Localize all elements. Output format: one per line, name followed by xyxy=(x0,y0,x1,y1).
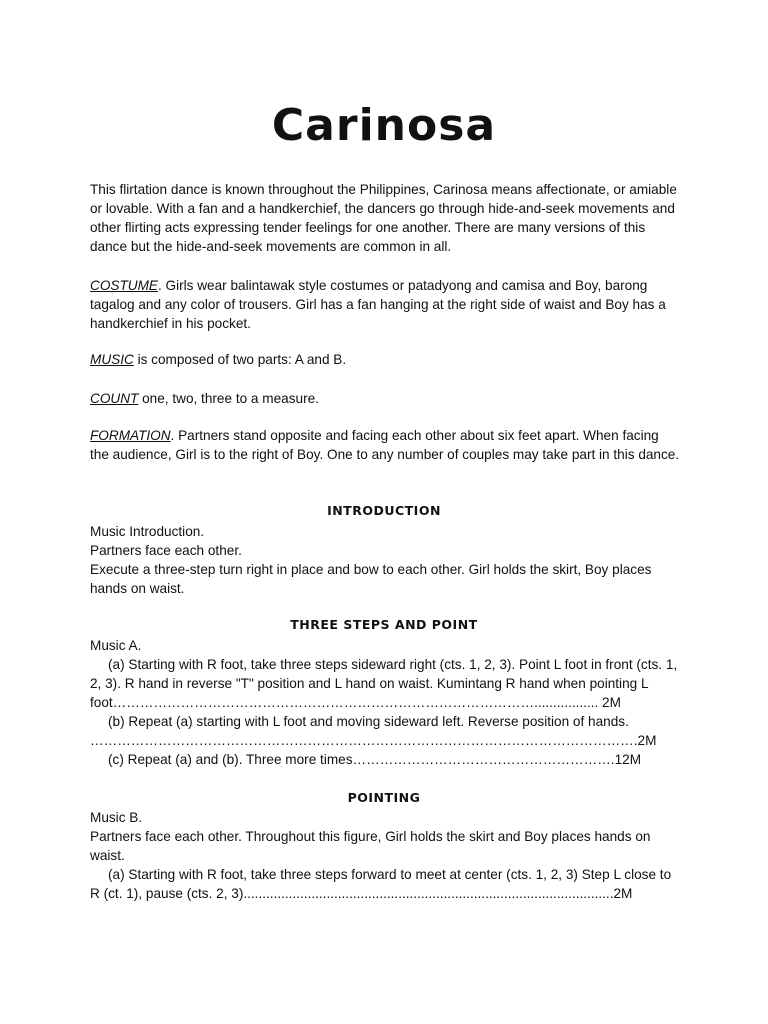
pointing-heading: POINTING xyxy=(347,790,421,805)
pointing-music: Music B. xyxy=(90,810,143,825)
music-paragraph xyxy=(90,350,680,369)
count-text: one, two, three to a measure. xyxy=(138,391,319,406)
count-paragraph xyxy=(90,389,680,408)
introduction-body xyxy=(90,522,680,598)
introduction-line-3: Execute a three-step turn right in place and bow to each other. Girl holds the skirt, Boy places hands on waist. xyxy=(90,562,652,596)
three-steps-step-a: (a) Starting with R foot, take three steps sideward right (cts. 1, 2, 3). Point L foot in front (cts. 1, 2, 3). R hand in reverse "T" position and L hand on waist. Kumintang R hand when pointing L foot…………………………………………………………………………………................. 2M xyxy=(90,657,678,710)
pointing-body xyxy=(90,808,680,903)
pointing-step-a: (a) Starting with R foot, take three steps forward to meet at center (cts. 1, 2, 3) Step L close to R (ct. 1), pause (cts. 2, 3)..................................................................................................2M xyxy=(90,867,672,901)
costume-text: . Girls wear balintawak style costumes or patadyong and camisa and Boy, barong tagalog and any color of trousers. Girl has a fan hanging at the right side of waist and Boy has a handkerchief in his pocket. xyxy=(90,278,666,331)
page-title: Carinosa xyxy=(271,100,497,151)
music-text: is composed of two parts: A and B. xyxy=(133,352,347,367)
three-steps-music: Music A. xyxy=(90,638,142,653)
pointing-line-1: Partners face each other. Throughout this figure, Girl holds the skirt and Boy places hands on waist. xyxy=(90,829,651,863)
introduction-heading: INTRODUCTION xyxy=(327,503,441,518)
three-steps-heading: THREE STEPS AND POINT xyxy=(290,617,478,632)
three-steps-step-b: (b) Repeat (a) starting with L foot and moving sideward left. Reverse position of hands. ………………………………………………………………………………………………………….2M xyxy=(90,714,657,748)
three-steps-step-c: (c) Repeat (a) and (b). Three more times………………………………………………….12M xyxy=(108,752,642,767)
introduction-line-2: Partners face each other. xyxy=(90,543,242,558)
count-label: COUNT xyxy=(90,391,139,406)
three-steps-body xyxy=(90,636,680,769)
formation-text: . Partners stand opposite and facing each other about six feet apart. When facing the audience, Girl is to the right of Boy. One to any number of couples may take part in this dance. xyxy=(90,428,680,462)
introduction-line-1: Music Introduction. xyxy=(90,524,205,539)
formation-label: FORMATION xyxy=(90,428,171,443)
costume-paragraph xyxy=(90,276,680,333)
costume-label: COSTUME xyxy=(90,278,158,293)
intro-paragraph: This flirtation dance is known throughout the Philippines, Carinosa means affectionate, or amiable or lovable. With a fan and a handkerchief, the dancers go through hide-and-seek movements and other flirting acts expressing tender feelings for one another. There are many versions of this dance but the hide-and-seek movements are common in all. xyxy=(90,182,677,254)
music-label: MUSIC xyxy=(90,352,134,367)
formation-paragraph xyxy=(90,426,680,464)
